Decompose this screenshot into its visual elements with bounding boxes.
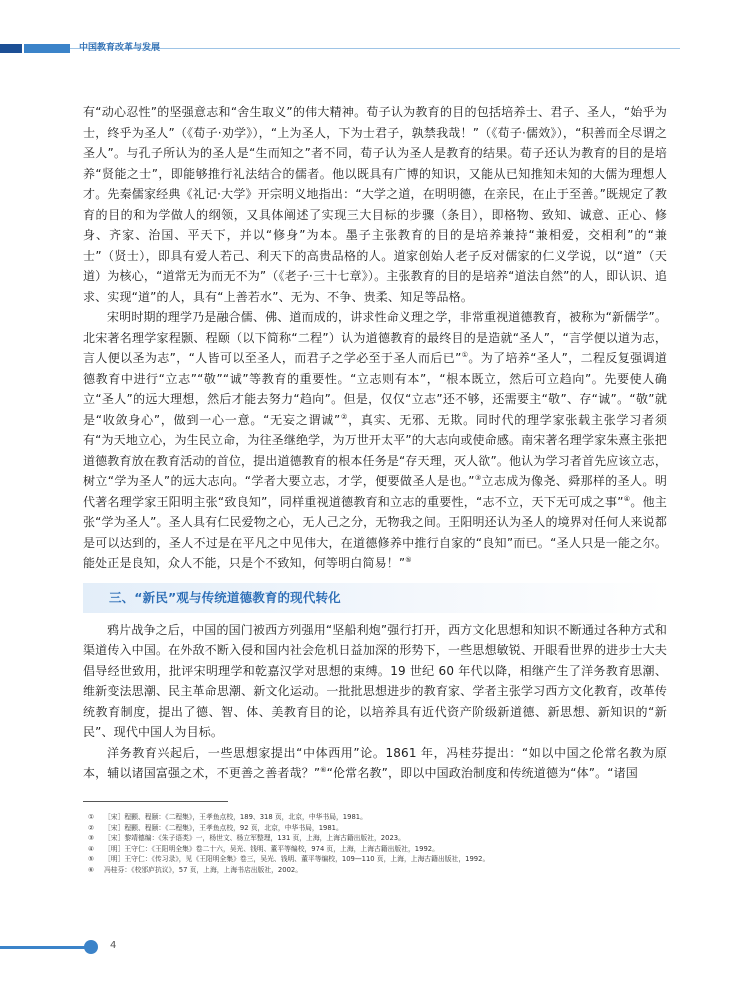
page-marker-dot — [84, 940, 98, 954]
footnote-text: 冯桂芬：《校邠庐抗议》，57 页，上海，上海书店出版社，2002。 — [104, 865, 303, 874]
footnote-ref[interactable]: ① — [461, 351, 469, 359]
paragraph-xunzi — [83, 102, 667, 307]
paragraph-opium-war — [83, 620, 667, 743]
footnote-separator — [83, 801, 228, 802]
footnotes — [88, 812, 668, 876]
footnote-text: ［宋］程颢、程颐：《二程集》，王孝鱼点校，92 页，北京，中华书局，1981。 — [104, 823, 343, 832]
paragraph-text: “伦常名教”，即以中国政治制度和传统道德为“体”。“诸国 — [326, 766, 638, 780]
footnote-ref[interactable]: ④ — [623, 494, 631, 503]
footnote-ref[interactable]: ⑤ — [405, 556, 412, 564]
page-number: 4 — [110, 940, 117, 951]
footnote-mark: ② — [88, 823, 95, 832]
paragraph-text: 有“动心忍性”的坚强意志和“舍生取义”的伟大精神。荀子认为教育的目的包括培养士、君子、圣人，“始乎为士，终乎为圣人”（《荀子·劝学》），“上为圣人，下为士君子，孰禁我哉！”（《荀子·儒效》），“积善而全尽谓之圣人”。与孔子所认为的圣人是“生而知之”者不同，荀子认为圣人是教育的结果。荀子还认为教育的目的是培养“贤能之士”，即能够推行礼法结合的儒者。他以既具有广博的知识，又能从已知推知未知的大儒为理想人才。先秦儒家经典《礼记·大学》开宗明义地指出：“大学之道，在明明德，在亲民，在止于至善。”既规定了教育的目的和为学做人的纲领，又具体阐述了实现三大目标的步骤（条目），即格物、致知、诚意、正心、修身、齐家、治国、平天下，并以“修身”为本。墨子主张教育的目的是培养兼持“兼相爱，交相利”的“兼士”（贤士），即具有爱人若己、利天下的高贵品格的人。道家创始人老子反对儒家的仁义学说，以“道”（天道）为核心，“道常无为而无不为”（《老子·三十七章》）。主张教育的目的是培养“道法自然”的人，即认识、追求、实现“道”的人，具有“上善若水”、无为、不争、贵柔、知足等品格。 — [83, 105, 667, 304]
paragraph-text: 立志成为像尧、舜那样的圣人。明代著名理学家王阳明主张“致良知”，同样重视道德教育和立志的重要性，“志不立，天下无可成之事” — [83, 474, 667, 509]
footnote — [88, 865, 668, 876]
footnote-ref[interactable]: ③ — [474, 474, 482, 482]
paragraph-song-ming — [83, 307, 667, 574]
paragraph-text: 。为了培养“圣人”，二程反复强调道德教育中进行“立志”“敬”“诚”等教育的重要性。“立志则有本”，“根本既立，然后可立趋向”。先要使人确立“圣人”的远大理想，然后才能去努力“趋向”。但是，仅仅“立志”还不够，还需要主“敬”、存“诚”。“敬”就是“收敛身心”，做到一心一意。“无妄之谓诚” — [83, 351, 667, 427]
footnote-text: ［宋］程颢、程颐：《二程集》，王孝鱼点校，189、318 页，北京，中华书局，1981。 — [104, 813, 367, 821]
footnote-ref[interactable]: ⑥ — [320, 766, 327, 774]
footnote-mark: ④ — [88, 844, 95, 853]
footnote — [88, 854, 668, 865]
footnote-mark: ⑤ — [88, 855, 95, 864]
section-heading: 三、“新民”观与传统道德教育的现代转化 — [83, 583, 667, 613]
footnote — [88, 823, 668, 834]
footnote-text: ［明］王守仁：《传习录》，见《王阳明全集》卷三，吴光、钱明、董平等编校，109—110 页，上海，上海古籍出版社，1992。 — [104, 855, 490, 864]
header-rule — [70, 48, 680, 49]
page-number-track — [0, 946, 92, 949]
paragraph-text: 洋务教育兴起后，一些思想家提出“中体西用”论。1861 年，冯桂芬提出：“如以中国之伦常名教为原本，辅以诸国富强之术，不更善之善者哉？” — [83, 745, 667, 780]
footnote — [88, 812, 668, 823]
footnote-mark: ⑥ — [88, 865, 95, 874]
footnote-mark: ③ — [88, 834, 95, 843]
main-text — [83, 102, 667, 784]
running-header-title: 中国教育改革与发展 — [79, 43, 161, 53]
paragraph-yangwu — [83, 743, 667, 784]
footnote — [88, 833, 668, 844]
header-accent-bar-light — [24, 44, 70, 53]
header-accent-bar-dark — [0, 44, 22, 53]
footnote-mark: ① — [88, 813, 95, 821]
footnote-text: ［宋］黎靖德编：《朱子语类》一，杨世文、杨立军整理，131 页，上海，上海古籍出版社，2023。 — [104, 834, 405, 843]
paragraph-text: 宋明时期的理学乃是融合儒、佛、道而成的，讲求性命义理之学，非常重视道德教育，被称为“新儒学”。北宋著名理学家程颢、程颐（以下简称“二程”）认为道德教育的最终目的是造就“圣人”，“言学便以道为志，言人便以圣为志”，“人皆可以至圣人，而君子之学必至于圣人而后已” — [83, 310, 667, 365]
footnote — [88, 844, 668, 855]
paragraph-text: ，真实、无邪、无欺。同时代的理学家张载主张学习者须有“为天地立心，为生民立命，为往圣继绝学，为万世开太平”的大志向或使命感。南宋著名理学家朱熹主张把道德教育放在教育活动的首位，提出道德教育的根本任务是“存天理，灭人欲”。他认为学习者首先应该立志，树立“学为圣人”的远大志向。“学者大要立志，才学，便要做圣人是也。” — [83, 412, 667, 488]
paragraph-text: 。他主张“学为圣人”。圣人具有仁民爱物之心，无人己之分，无物我之间。王阳明还认为圣人的境界对任何人来说都是可以达到的，圣人不过是在平凡之中见伟大，在道德修养中推行自家的“良知”而已。“圣人只是一能之尔。能处正是良知，众人不能，只是个不致知，何等明白简易！” — [83, 494, 667, 570]
paragraph-text: 鸦片战争之后，中国的国门被西方列强用“坚船利炮”强行打开，西方文化思想和知识不断通过各种方式和渠道传入中国。在外敌不断入侵和国内社会危机日益加深的形势下，一些思想敏锐、开眼看世界的进步士大夫倡导经世致用，批评宋明理学和乾嘉汉学对思想的束缚。19 世纪 60 年代以降，相继产生了洋务教育思潮、维新变法思潮、民主革命思潮、新文化运动。一批批思想进步的教育家、学者主张学习西方文化教育，改革传统教育制度，提出了德、智、体、美教育目的论，以培养具有近代资产阶级新道德、新思想、新知识的“新民”、现代中国人为目标。 — [83, 622, 667, 739]
footnote-text: ［明］王守仁：《王阳明全集》卷二十六，吴光、钱明、董平等编校，974 页，上海，上海古籍出版社，1992。 — [104, 844, 439, 853]
footnote-ref[interactable]: ② — [340, 412, 349, 421]
